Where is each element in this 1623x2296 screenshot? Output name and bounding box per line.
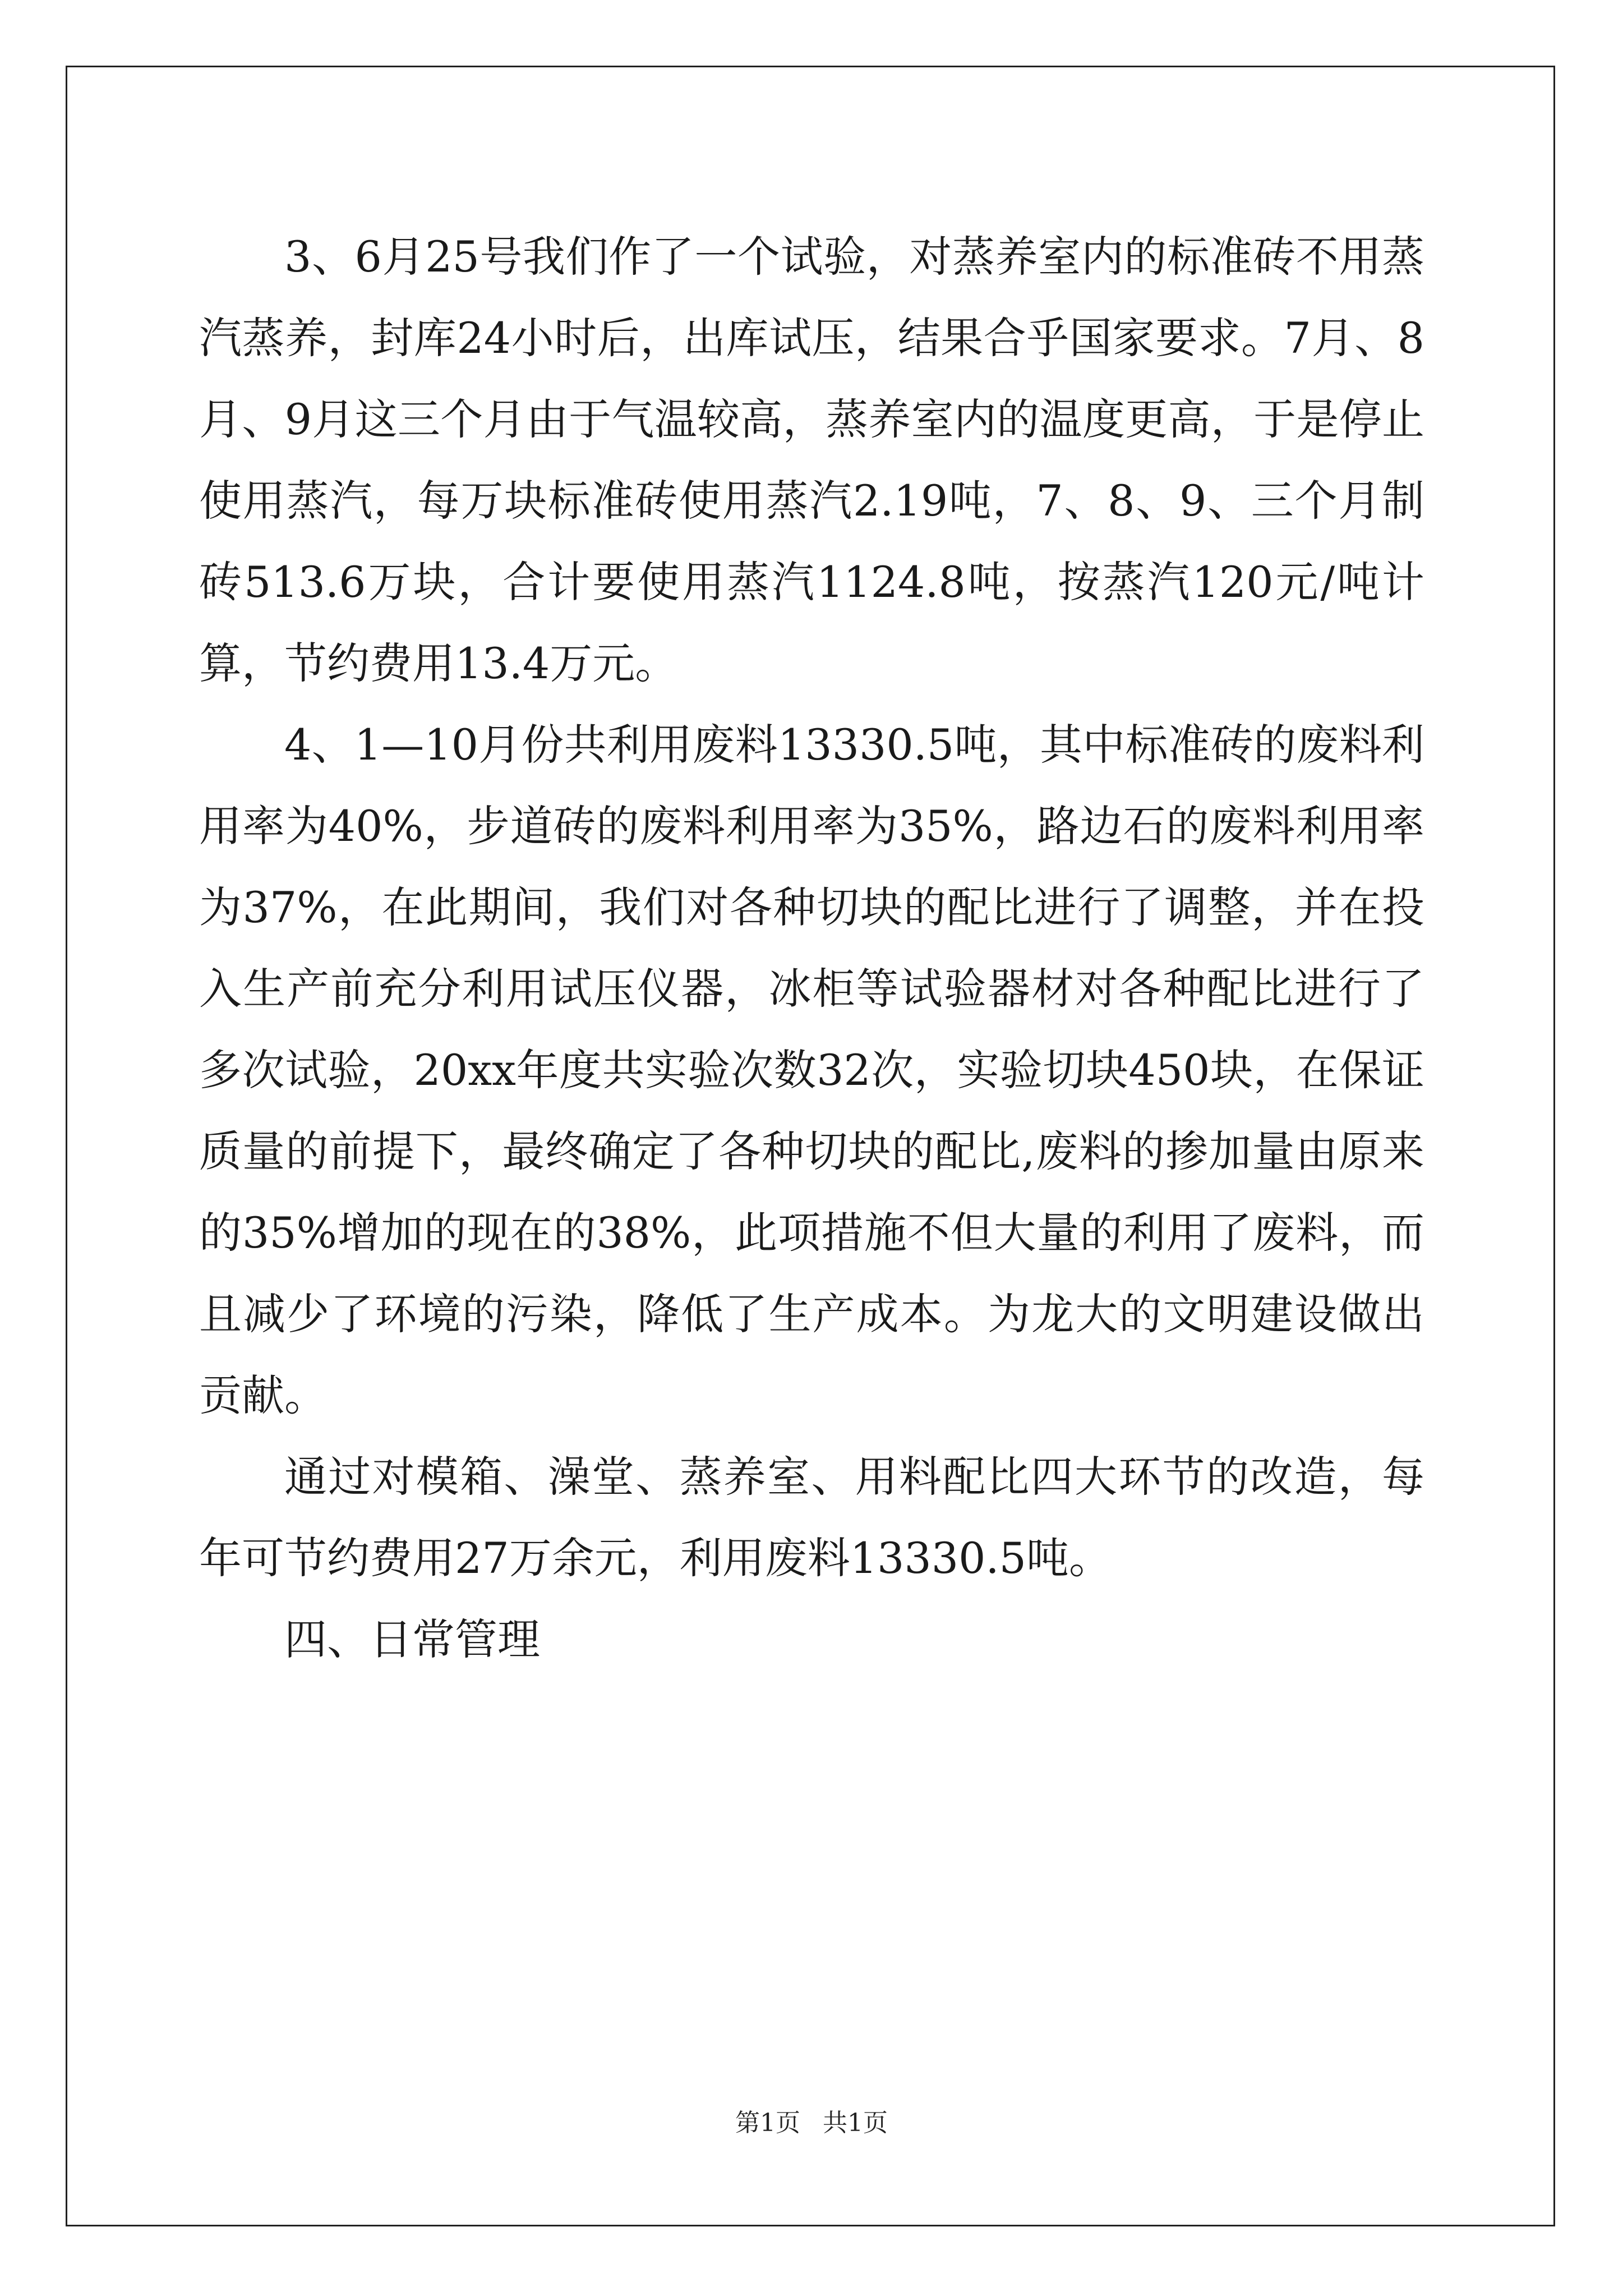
section-heading-daily-management: 四、日常管理: [284, 1614, 540, 1664]
paragraph-savings-summary: 通过对模箱、澡堂、蒸养室、用料配比四大环节的改造，每年可节约费用27万余元，利用废料13330.5吨。: [199, 1452, 1424, 1583]
document-body: [199, 216, 1424, 1680]
page-footer: [0, 2106, 1623, 2140]
page-total: 共1页: [823, 2109, 888, 2137]
paragraph-waste-utilization: 4、1—10月份共利用废料13330.5吨，其中标准砖的废料利用率为40%，步道砖的废料利用率为35%，路边石的废料利用率为37%，在此期间，我们对各种切块的配比进行了调整，并在投入生产前充分利用试压仪器，冰柜等试验器材对各种配比进行了多次试验，20xx年度共实验次数32次，实验切块450块，在保证质量的前提下，最终确定了各种切块的配比,废料的掺加量由原来的35%增加的现在的38%，此项措施不但大量的利用了废料，而且减少了环境的污染，降低了生产成本。为龙大的文明建设做出贡献。: [199, 720, 1424, 1420]
paragraph-steam-trial: 3、6月25号我们作了一个试验，对蒸养室内的标准砖不用蒸汽蒸养，封库24小时后，出库试压，结果合乎国家要求。7月、8月、9月这三个月由于气温较高，蒸养室内的温度更高，于是停止使用蒸汽，每万块标准砖使用蒸汽2.19吨，7、8、9、三个月制砖513.6万块，合计要使用蒸汽1124.8吨，按蒸汽120元/吨计算，节约费用13.4万元。: [199, 232, 1424, 688]
page-number: 第1页: [735, 2109, 800, 2137]
